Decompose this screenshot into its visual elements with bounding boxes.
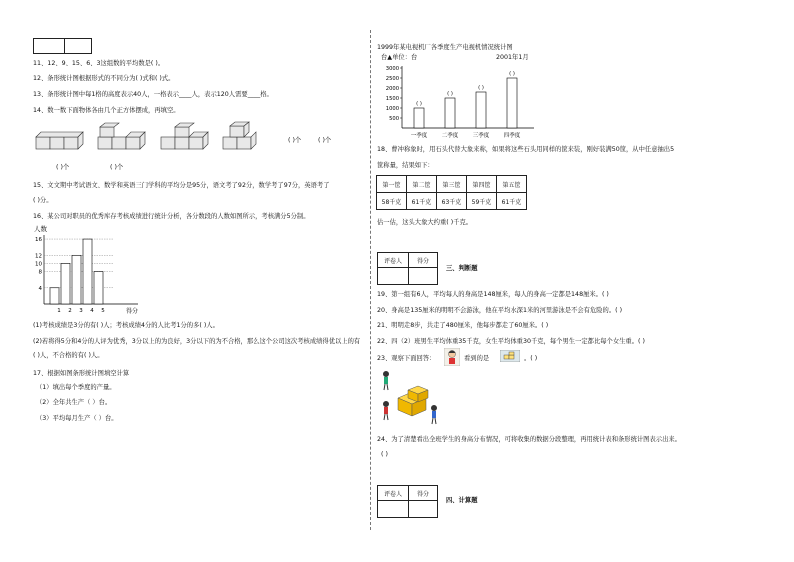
question-24-blank[interactable]: ( ): [381, 451, 388, 458]
q14-blank-3[interactable]: ( )个: [288, 137, 302, 144]
q16-ytick: 12: [35, 253, 42, 260]
cube-figures: [33, 120, 273, 160]
q16-bar: [72, 255, 81, 304]
question-18b: 筐称量，结果如下：: [377, 162, 434, 169]
q17-ytick: 3000: [385, 66, 399, 72]
cube-stack-with-kids: [378, 368, 448, 428]
question-18-estimate: 估一估，这头大象大约重( )千克。: [377, 219, 473, 226]
top-score-box: [33, 38, 92, 54]
q16-xlabel: 得分: [126, 308, 139, 315]
q18-header: 第二筐: [407, 176, 437, 193]
question-16-2: (2)若将得5分和4分的人评为优秀，3分以上的为良好，3分以下的为不合格，那么这个公司这次考核成绩得优以上的有: [33, 338, 361, 345]
q17-bar-blank: ( ): [416, 101, 422, 107]
question-17: 17、根据如图条形统计图填空计算: [33, 370, 130, 377]
q17-xtick: 三季度: [472, 133, 490, 139]
q16-xtick: 5: [101, 308, 105, 314]
question-24: 24、为了清楚看出全班学生的身高分布情况，可将收集的数据分段整理，再用统计表和条形统计图表示出来。: [377, 436, 681, 443]
q18-header: 第一筐: [377, 176, 407, 193]
q17-bar: [445, 98, 455, 128]
q16-ytick: 8: [38, 269, 42, 276]
q17-ytick: 500: [389, 116, 399, 122]
question-23-c[interactable]: 。( ): [524, 355, 538, 362]
question-16: 16、某公司对职员的优秀库存考核成绩进行统计分析，各分数段的人数如图所示，考核满分5分制。: [33, 213, 310, 220]
chart-date: 2001年1月: [496, 54, 529, 61]
column-divider: [370, 30, 371, 530]
question-16-2b: ( )人，不合格的有( )人。: [33, 352, 104, 359]
kid-figure-1: [383, 371, 389, 390]
question-14: 14、数一数下面物体各由几个正方体摆成，再填空。: [33, 107, 180, 114]
question-19: 19、第一组有6人，平均每人的身高是148厘米，每人的身高一定都是148厘米。( ): [377, 291, 609, 298]
q17-bar: [414, 108, 424, 128]
q17-bar: [476, 92, 486, 128]
section3-score-box: 评卷人 得分: [377, 252, 438, 285]
question-17-2: （2）全年共生产（ ）台。: [36, 399, 112, 406]
q18-header: 第五筐: [497, 176, 527, 193]
q14-blank-1[interactable]: ( )个: [56, 164, 70, 171]
q16-xtick: 3: [79, 308, 83, 314]
q16-ylabel: 人数: [34, 225, 47, 233]
q16-xtick: 2: [68, 308, 72, 314]
q17-xtick: 一季度: [410, 133, 428, 139]
question-16-1: (1)考核成绩是3分的有( )人；考核成绩4分的人比考1分的多( )人。: [33, 322, 219, 329]
question-15: 15、文文期中考试语文、数学和英语三门学科的平均分是95分，语文考了92分，数学考了97分，英语考了: [33, 182, 330, 189]
q17-bar-chart: [376, 62, 536, 142]
section4-score-box: 评卷人 得分: [377, 485, 438, 518]
chart-title: 1999年某电视机厂各季度生产电视机情况统计图: [377, 44, 513, 51]
q16-bar: [50, 288, 59, 304]
question-23-b: 看到的是: [464, 355, 490, 362]
q17-bar-blank: ( ): [447, 91, 453, 97]
q17-xtick: 二季度: [441, 133, 459, 139]
question-21: 21、明明走8步，共走了480厘米，他每步都走了60厘米。( ): [377, 322, 549, 329]
kid-figure-2: [383, 401, 389, 420]
q16-bar-chart: [30, 223, 150, 318]
q17-bar-blank: ( ): [509, 71, 515, 77]
q18-cell: 59千克: [467, 193, 497, 210]
q18-header: 第四筐: [467, 176, 497, 193]
q14-blank-4[interactable]: ( )个: [318, 137, 332, 144]
girl-icon: [444, 348, 460, 366]
q17-ytick: 2000: [385, 86, 399, 92]
q16-ytick: 16: [35, 237, 42, 244]
section3-title: 三、判断题: [446, 265, 478, 272]
q18-header: 第三筐: [437, 176, 467, 193]
question-18: 18、曹冲称象时，用石头代替大象来称，如果将这些石头用同样的筐来装，刚好装满50筐，从中任意抽出5: [377, 146, 675, 153]
question-17-3: （3）平均每月生产（ ）台。: [36, 415, 118, 422]
view-option-icon: [500, 350, 520, 362]
q17-ytick: 1500: [385, 96, 399, 102]
cube-figure-2: [98, 123, 145, 149]
q17-ytick: 2500: [385, 76, 399, 82]
chart-unit: 台▲单位：台: [381, 54, 418, 61]
q18-cell: 61千克: [497, 193, 527, 210]
question-20: 20、身高是135厘米的明明不会游泳，他在平均水深1米的河里游泳是不会有危险的。( ): [377, 307, 623, 314]
q17-bar: [507, 78, 517, 128]
q16-bar: [83, 239, 92, 304]
q14-blank-2[interactable]: ( )个: [110, 164, 124, 171]
question-22: 22、四（2）班男生平均体重35千克，女生平均体重30千克，每个男生一定都比每个女生重。( ): [377, 338, 645, 345]
cube-figure-4: [223, 122, 256, 149]
question-23-a: 23、观察下面回答：: [377, 355, 436, 362]
cube-figure-3: [161, 123, 208, 149]
q18-table: [376, 175, 527, 210]
question-13: 13、条形统计图中每1格的高度表示40人，一格表示____人，表示120人需要____格。: [33, 91, 273, 98]
q16-ytick: 4: [38, 285, 42, 292]
question-12: 12、条形统计图根据形式的不同分为( )式和( )式。: [33, 75, 175, 82]
q17-bar-blank: ( ): [478, 85, 484, 91]
q16-bar: [61, 263, 70, 304]
q18-cell: 58千克: [377, 193, 407, 210]
section4-title: 四、计算题: [446, 497, 478, 504]
q18-cell: 61千克: [407, 193, 437, 210]
kid-figure-3: [431, 405, 437, 424]
q17-xtick: 四季度: [503, 133, 521, 139]
q16-xtick: 1: [57, 308, 61, 314]
question-15-answer[interactable]: ( )分。: [33, 197, 53, 204]
cube-figure-1: [36, 132, 83, 149]
question-11: 11、12、9、15、6、3这组数的平均数是( )。: [33, 60, 165, 67]
q17-ytick: 1000: [385, 106, 399, 112]
q16-bar: [94, 272, 103, 304]
q16-ytick: 10: [35, 261, 42, 268]
question-17-1: （1）填出每个季度的产量。: [36, 384, 116, 391]
q16-xtick: 4: [90, 308, 94, 314]
q18-cell: 63千克: [437, 193, 467, 210]
